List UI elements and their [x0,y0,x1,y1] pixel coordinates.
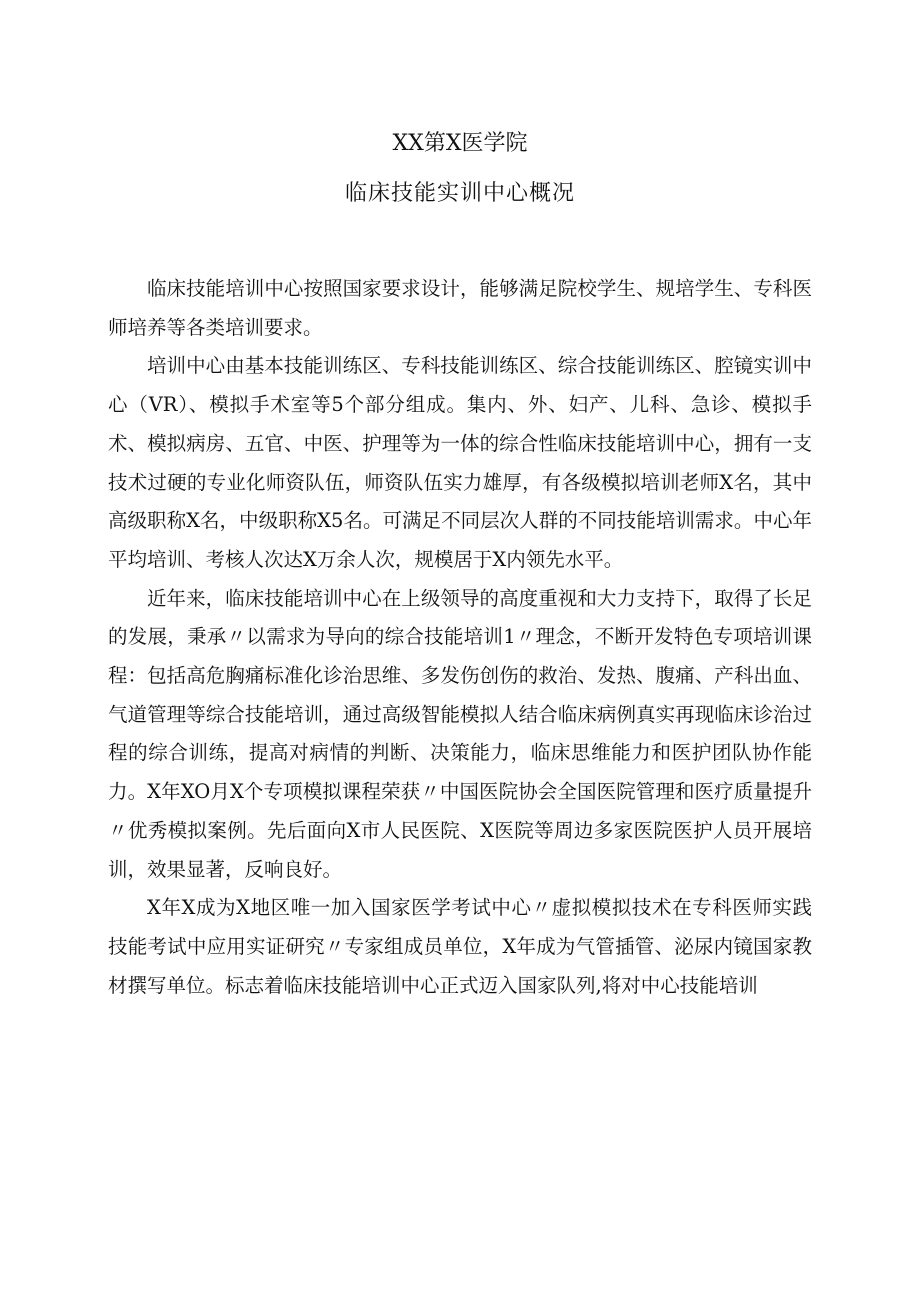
document-body [108,270,812,1005]
paragraph-1: 临床技能培训中心按照国家要求设计，能够满足院校学生、规培学生、专科医师培养等各类培训要求。 [108,277,812,339]
document-subtitle: 临床技能实训中心概况 [344,181,575,206]
document-title: XX第X医学院 [392,131,528,156]
paragraph-3: 近年来，临床技能培训中心在上级领导的高度重视和大力支持下，取得了长足的发展，秉承〃以需求为导向的综合技能培训1〃理念，不断开发特色专项培训课程：包括高危胸痛标准化诊治思维、多发伤创伤的救治、发热、腹痛、产科出血、气道管理等综合技能培训，通过高级智能模拟人结合临床病例真实再现临床诊治过程的综合训练，提高对病情的判断、决策能力，临床思维能力和医护团队协作能力。X年XO月X个专项模拟课程荣获〃中国医院协会全国医院管理和医疗质量提升〃优秀模拟案例。先后面向X市人民医院、X医院等周边多家医院医护人员开展培训，效果显著，反响良好。 [108,586,812,881]
paragraph-2: 培训中心由基本技能训练区、专科技能训练区、综合技能训练区、腔镜实训中心（VR）、模拟手术室等5个部分组成。集内、外、妇产、儿科、急诊、模拟手术、模拟病房、五官、中医、护理等为一体的综合性临床技能培训中心，拥有一支技术过硬的专业化师资队伍，师资队伍实力雄厚，有各级模拟培训老师X名，其中高级职称X名，中级职称X5名。可满足不同层次人群的不同技能培训需求。中心年平均培训、考核人次达X万余人次，规模居于X内领先水平。 [108,354,812,571]
paragraph-4: X年X成为X地区唯一加入国家医学考试中心〃虚拟模拟技术在专科医师实践技能考试中应用实证研究〃专家组成员单位，X年成为气管插管、泌尿内镜国家教材撰写单位。标志着临床技能培训中心正式迈入国家队列,将对中心技能培训 [108,896,812,997]
